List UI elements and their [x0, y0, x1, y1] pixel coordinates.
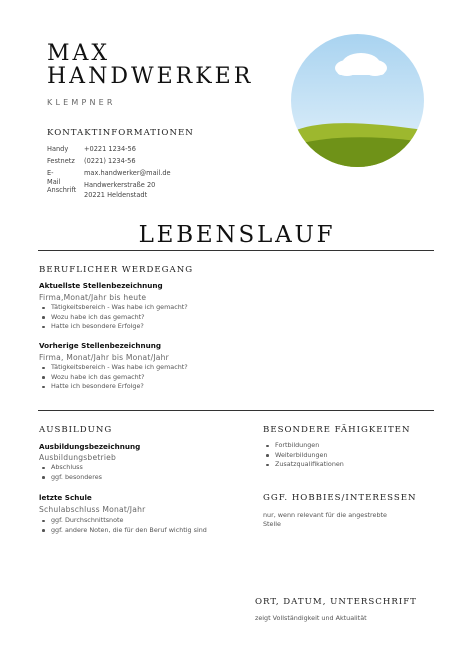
signature-section-title: ORT, DATUM, UNTERSCHRIFT — [255, 597, 417, 607]
list-item: Weiterbildungen — [263, 451, 344, 461]
list-item: Abschluss — [39, 463, 140, 473]
job-entry — [39, 281, 188, 332]
signature-note: zeigt Vollständigkeit und Aktualität — [255, 614, 367, 622]
hobbies-section-title: GGF. HOBBIES/INTERESSEN — [263, 493, 417, 503]
landscape-image — [291, 34, 424, 167]
list-item: Wozu habe ich das gemacht? — [39, 313, 188, 323]
profession-label: KLEMPNER — [47, 98, 116, 107]
applicant-name — [47, 42, 253, 88]
address-line-1: Handwerkerstraße 20 — [84, 181, 156, 189]
education-entry — [39, 442, 140, 482]
name-line-1: MAX — [47, 41, 111, 66]
list-item: Hatte ich besondere Erfolge? — [39, 322, 188, 332]
contact-value: max.handwerker@mail.de — [84, 169, 171, 177]
address-line-2: 20221 Heldenstadt — [84, 191, 148, 199]
job-bullets — [39, 363, 188, 392]
education-sub: Schulabschluss Monat/Jahr — [39, 505, 146, 514]
job-company-dates: Firma, Monat/Jahr bis Monat/Jahr — [39, 353, 169, 362]
education-heading: Ausbildungsbezeichnung — [39, 442, 141, 451]
list-item: Fortbildungen — [263, 441, 344, 451]
contact-value: +0221 1234-56 — [84, 145, 136, 153]
job-entry — [39, 341, 188, 392]
list-item: Hatte ich besondere Erfolge? — [39, 382, 188, 392]
name-line-2: HANDWERKER — [47, 64, 254, 89]
contact-value: (0221) 1234-56 — [84, 157, 136, 165]
contact-section-title: KONTAKTINFORMATIONEN — [47, 128, 194, 138]
experience-section-title: BERUFLICHER WERDEGANG — [39, 265, 194, 275]
list-item: Tätigkeitsbereich - Was habe ich gemacht? — [39, 303, 188, 313]
contact-label: Festnetz — [47, 157, 75, 165]
job-company-dates: Firma,Monat/Jahr bis heute — [39, 293, 147, 302]
job-position: Aktuellste Stellenbezeichnung — [39, 281, 163, 290]
hobbies-text-line: nur, wenn relevant für die angestrebte — [263, 511, 387, 519]
job-position: Vorherige Stellenbezeichnung — [39, 341, 161, 350]
job-bullets — [39, 303, 188, 332]
hobbies-text-line: Stelle — [263, 520, 281, 528]
title-divider — [38, 250, 434, 251]
list-item: Wozu habe ich das gemacht? — [39, 373, 188, 383]
education-section-title: AUSBILDUNG — [39, 425, 113, 435]
education-heading: letzte Schule — [39, 493, 92, 502]
list-item: Tätigkeitsbereich - Was habe ich gemacht? — [39, 363, 188, 373]
profile-photo-placeholder — [291, 34, 424, 167]
education-bullets — [39, 516, 207, 535]
list-item: Zusatzqualifikationen — [263, 460, 344, 470]
contact-label: Anschrift — [47, 186, 77, 194]
list-item: ggf. Durchschnittsnote — [39, 516, 207, 526]
contact-label: E-Mail — [47, 169, 61, 186]
education-entry — [39, 493, 207, 535]
document-title: LEBENSLAUF — [138, 222, 336, 248]
education-sub: Ausbildungsbetrieb — [39, 453, 117, 462]
hobbies-text — [263, 511, 387, 529]
contact-label: Handy — [47, 145, 69, 153]
education-bullets — [39, 463, 140, 482]
section-divider — [38, 410, 434, 411]
skills-list — [263, 441, 344, 470]
skills-section-title: BESONDERE FÄHIGKEITEN — [263, 425, 411, 435]
list-item: ggf. besonderes — [39, 473, 140, 483]
list-item: ggf. andere Noten, die für den Beruf wichtig sind — [39, 526, 207, 536]
